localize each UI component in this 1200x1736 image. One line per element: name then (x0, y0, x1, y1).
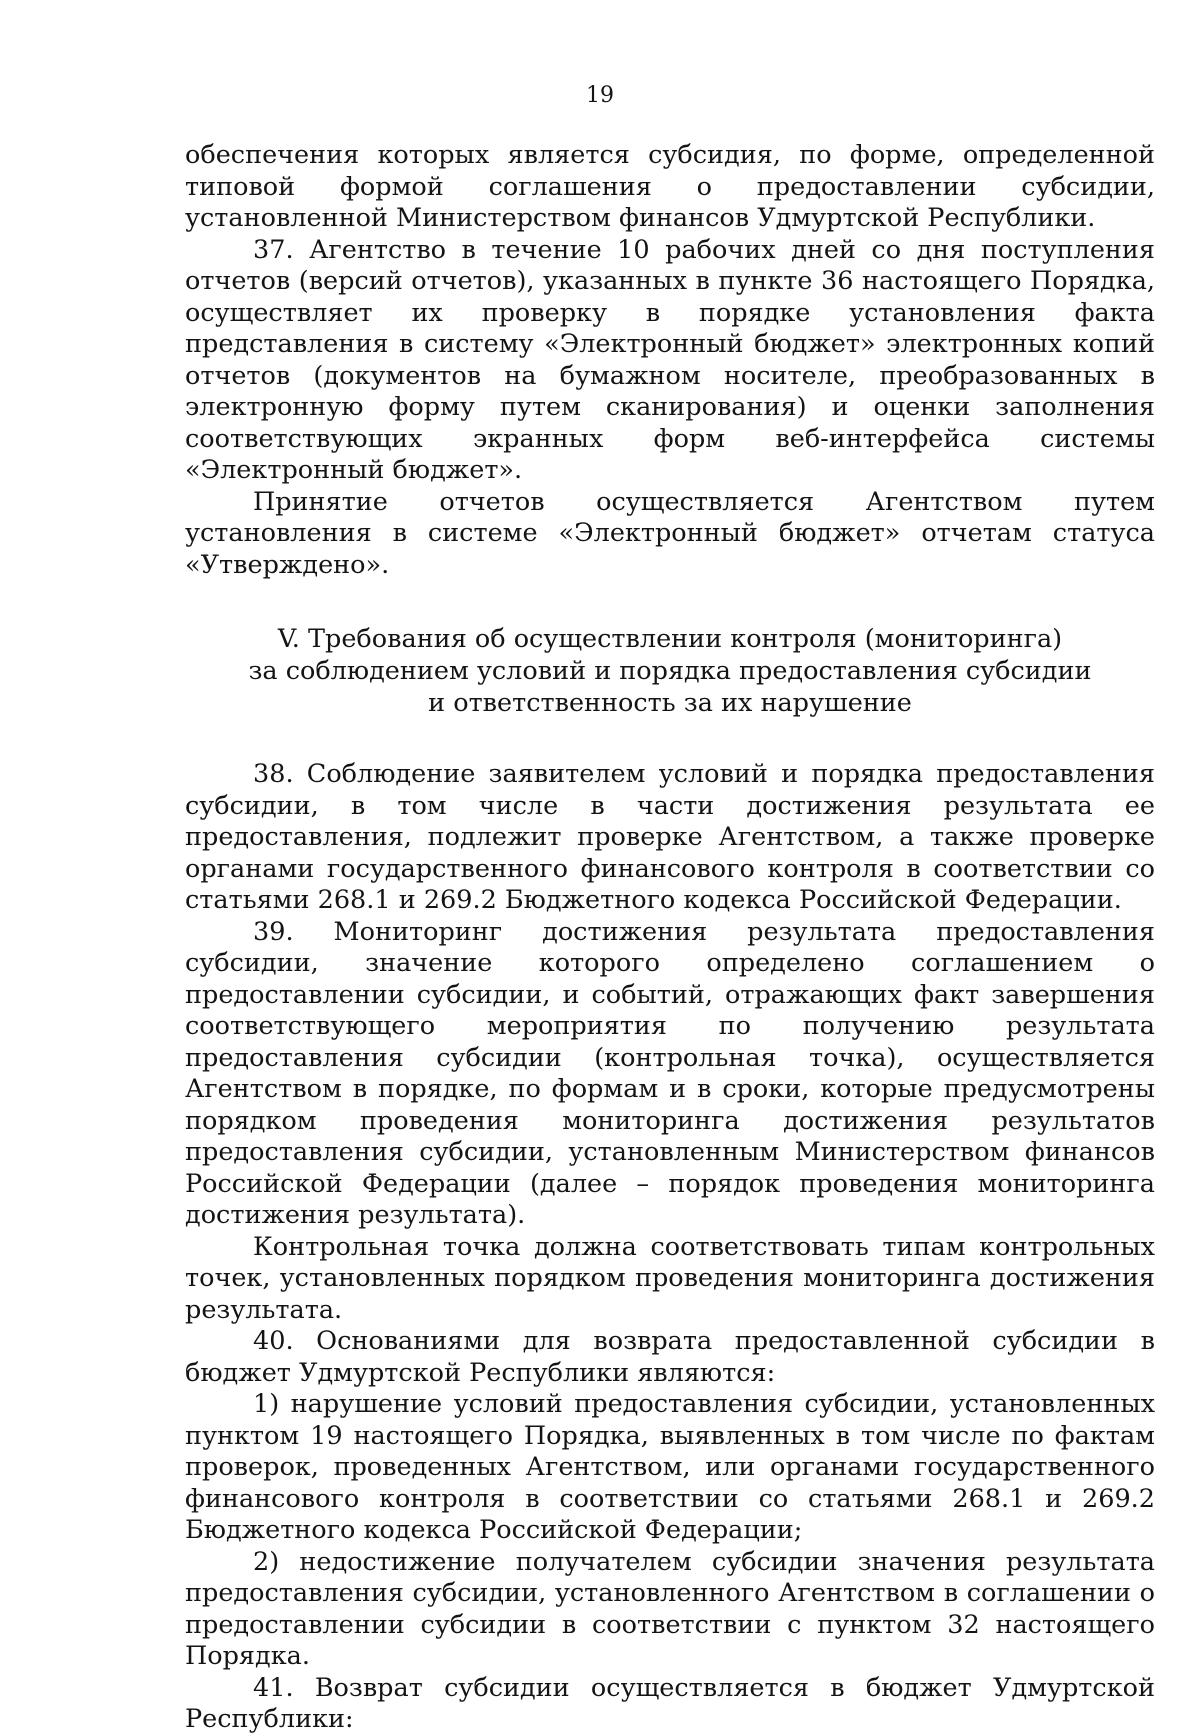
section-heading-line: и ответственность за их нарушение (428, 688, 912, 718)
document-body (185, 140, 1155, 1736)
section-heading-line: за соблюдением условий и порядка предоставления субсидии (248, 656, 1092, 686)
list-item-1: 1) нарушение условий предоставления субсидии, установленных пунктом 19 настоящего Порядка, выявленных в том числе по фактам проверок, проведенных Агентством, или органами государственного финансового контроля в соответствии со статьями 268.1 и 269.2 Бюджетного кодекса Российской Федерации; (185, 1389, 1155, 1545)
section-heading-line: V. Требования об осуществлении контроля (мониторинга) (277, 624, 1063, 654)
paragraph-report-acceptance: Принятие отчетов осуществляется Агентством путем установления в системе «Электронный бюджет» отчетам статуса «Утверждено». (185, 486, 1155, 580)
section-heading (185, 623, 1155, 719)
paragraph-item-38: 38. Соблюдение заявителем условий и порядка предоставления субсидии, в том числе в части достижения результата ее предоставления, подлежит проверке Агентством, а также проверке органами государственного финансового контроля в соответствии со статьями 268.1 и 269.2 Бюджетного кодекса Российской Федерации. (185, 759, 1155, 915)
page-number: 19 (586, 83, 614, 108)
paragraph-control-point: Контрольная точка должна соответствовать типам контрольных точек, установленных порядком проведения мониторинга достижения результата. (185, 1231, 1155, 1325)
paragraph-continuation: обеспечения которых является субсидия, по форме, определенной типовой формой соглашения о предоставлении субсидии, установленной Министерством финансов Удмуртской Республики. (185, 140, 1155, 233)
list-item-2: 2) недостижение получателем субсидии значения результата предоставления субсидии, установленного Агентством в соглашении о предоставлении субсидии в соответствии с пунктом 32 настоящего Порядка. (185, 1546, 1155, 1671)
paragraph-item-39: 39. Мониторинг достижения результата предоставления субсидии, значение которого определено соглашением о предоставлении субсидии, и событий, отражающих факт завершения соответствующего мероприятия по получению результата предоставления субсидии (контрольная точка), осуществляется Агентством в порядке, по формам и в сроки, которые предусмотрены порядком проведения мониторинга достижения результатов предоставления субсидии, установленным Министерством финансов Российской Федерации (далее – порядок проведения мониторинга достижения результата). (185, 916, 1155, 1230)
paragraph-item-41: 41. Возврат субсидии осуществляется в бюджет Удмуртской Республики: (185, 1672, 1155, 1734)
paragraph-item-37: 37. Агентство в течение 10 рабочих дней со дня поступления отчетов (версий отчетов), указанных в пункте 36 настоящего Порядка, осуществляет их проверку в порядке установления факта представления в систему «Электронный бюджет» электронных копий отчетов (документов на бумажном носителе, преобразованных в электронную форму путем сканирования) и оценки заполнения соответствующих экранных форм веб-интерфейса системы «Электронный бюджет». (185, 234, 1155, 485)
paragraph-item-40: 40. Основаниями для возврата предоставленной субсидии в бюджет Удмуртской Республики являются: (185, 1326, 1155, 1388)
